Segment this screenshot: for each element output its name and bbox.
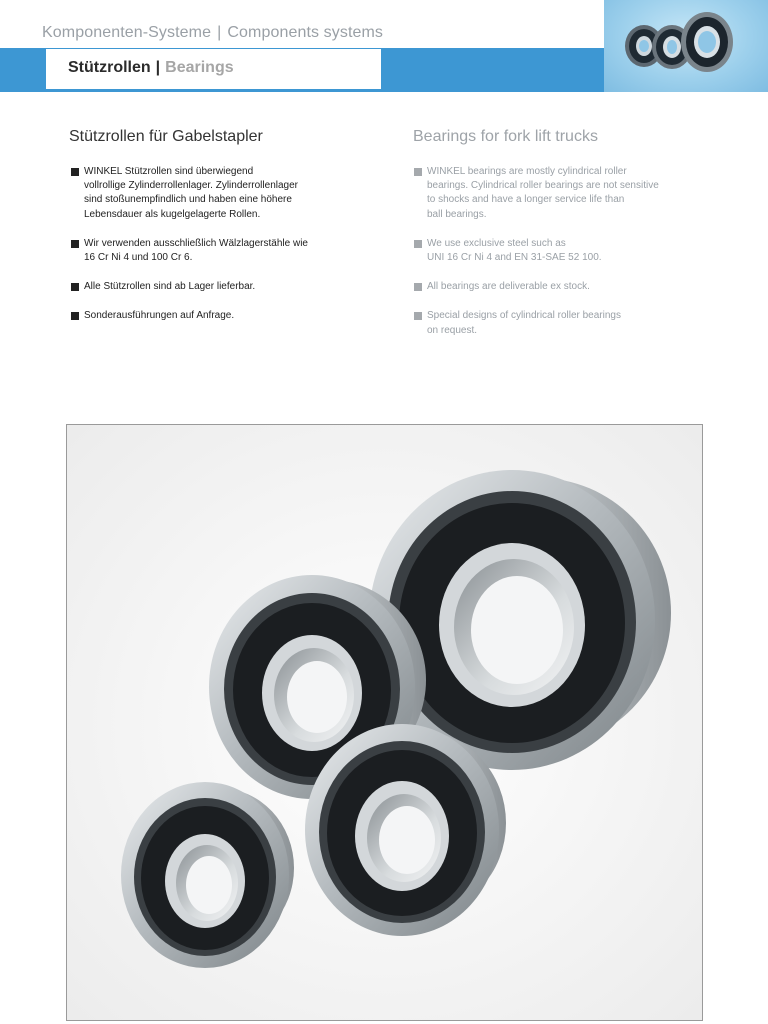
section-title-en: Components systems (227, 24, 384, 41)
line: Alle Stützrollen sind ab Lager lieferbar. (84, 281, 256, 293)
bullet-square-icon (71, 168, 79, 176)
bearings-photo (67, 425, 702, 1020)
section-title (42, 24, 383, 42)
page-title-separator: | (155, 59, 161, 76)
bearings-thumbnail-icon (604, 0, 768, 92)
list-item (413, 237, 703, 265)
line: We use exclusive steel such as (427, 237, 566, 249)
line: on request. (427, 324, 478, 336)
bullet-square-icon (71, 240, 79, 248)
bullet-square-icon (71, 283, 79, 291)
line: Sonderausführungen auf Anfrage. (84, 310, 235, 322)
line: vollrollige Zylinderrollenlager. Zylinderrollenlager (84, 180, 298, 192)
list-item (70, 237, 360, 265)
section-separator: | (217, 24, 222, 41)
list-item (413, 280, 703, 294)
bullet-square-icon (414, 312, 422, 320)
list-item (413, 309, 703, 337)
line: to shocks and have a longer service life than (427, 194, 625, 206)
line: All bearings are deliverable ex stock. (427, 281, 590, 293)
list-item (70, 309, 360, 323)
line: Special designs of cylindrical roller bearings (427, 310, 621, 322)
line: ball bearings. (427, 208, 487, 220)
page-header (0, 0, 768, 92)
section-title-de: Komponenten-Systeme (42, 24, 212, 41)
bullet-square-icon (414, 168, 422, 176)
line: UNI 16 Cr Ni 4 and EN 31-SAE 52 100. (427, 252, 602, 264)
list-item (413, 165, 703, 222)
page-title (68, 59, 234, 77)
line: WINKEL Stützrollen sind überwiegend (84, 166, 254, 177)
bullet-square-icon (71, 312, 79, 320)
list-item (70, 165, 360, 222)
bullet-list-en (413, 165, 703, 353)
line: 16 Cr Ni 4 und 100 Cr 6. (84, 252, 193, 264)
bullet-list-de (70, 165, 360, 339)
line: bearings. Cylindrical roller bearings are not sensitive (427, 180, 659, 192)
line: WINKEL bearings are mostly cylindrical roller (427, 166, 627, 177)
heading-de: Stützrollen für Gabelstapler (69, 128, 263, 145)
line: sind stoßunempfindlich und haben eine höhere (84, 194, 292, 206)
line: Lebensdauer als kugelgelagerte Rollen. (84, 208, 261, 220)
bullet-square-icon (414, 283, 422, 291)
page-title-de: Stützrollen (68, 59, 151, 76)
heading-en: Bearings for fork lift trucks (413, 128, 598, 145)
page-title-box (45, 48, 382, 90)
list-item (70, 280, 360, 294)
page-title-en: Bearings (165, 59, 234, 76)
bullet-square-icon (414, 240, 422, 248)
product-photo (66, 424, 703, 1021)
line: Wir verwenden ausschließlich Wälzlagerstähle wie (84, 237, 308, 249)
